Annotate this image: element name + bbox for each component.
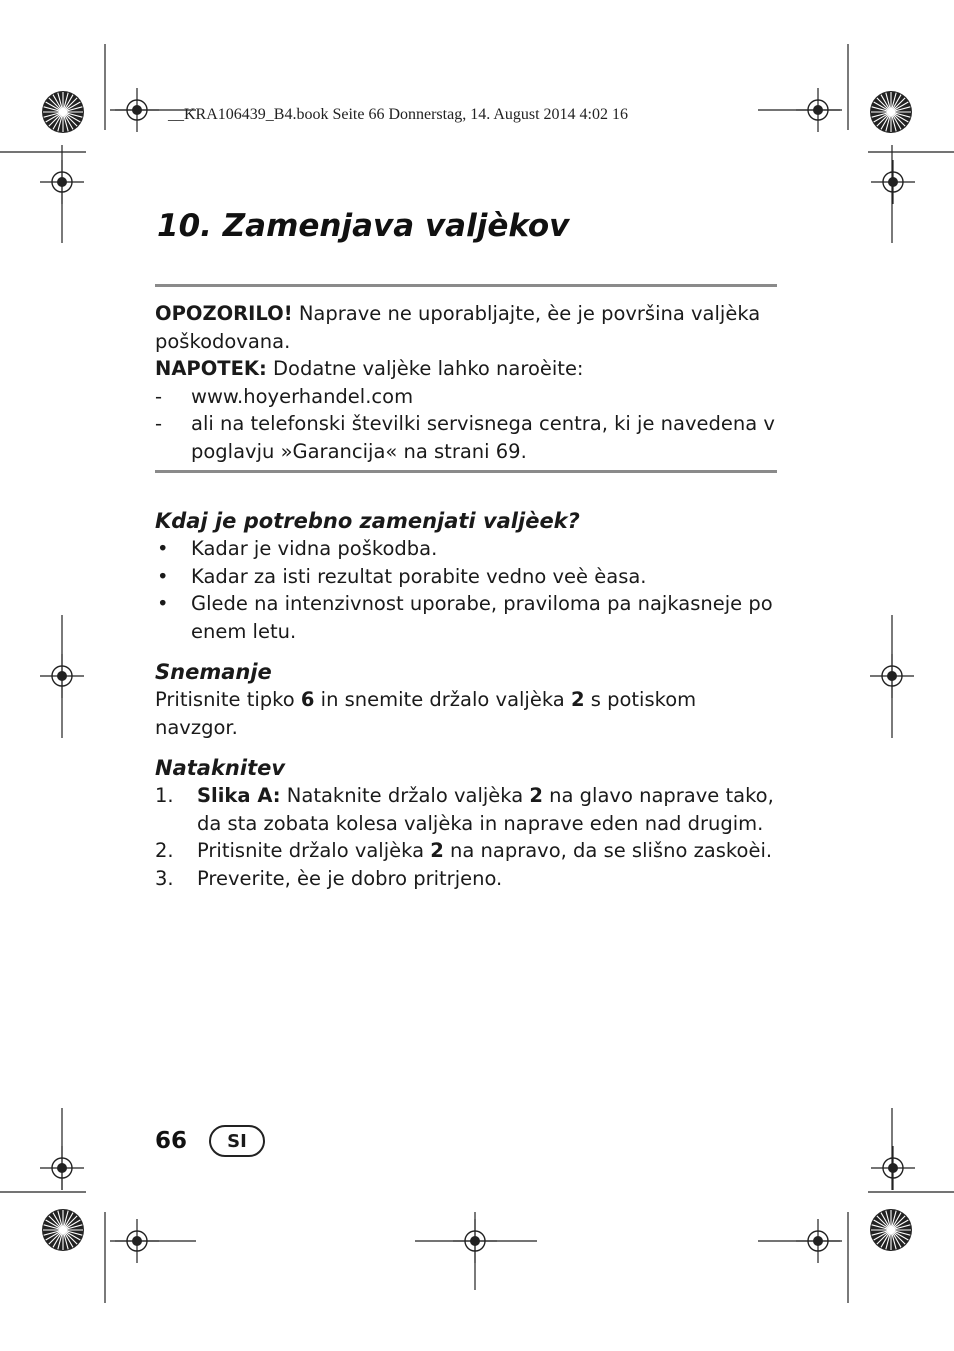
main-content: [155, 507, 780, 892]
when-heading: Kdaj je potrebno zamenjati valjèek?: [155, 509, 580, 533]
step-item: [155, 865, 780, 893]
language-badge: SI: [209, 1125, 265, 1157]
print-header-line: __KRA106439_B4.book Seite 66 Donnerstag, 14. August 2014 4:02 16: [168, 106, 628, 123]
step-number: 3.: [155, 866, 174, 890]
list-item-text: www.hoyerhandel.com: [191, 384, 414, 408]
removal-text-3: s potiskom navzgor.: [155, 688, 697, 739]
list-item: [155, 535, 780, 563]
note-paragraph: [155, 355, 777, 383]
page-footer: [155, 1125, 265, 1157]
order-options-list: [155, 383, 777, 466]
holder-number: 2: [430, 839, 444, 862]
registration-dot: [888, 177, 898, 187]
note-text: Dodatne valjèke lahko naroèite:: [266, 357, 584, 380]
warning-text: Naprave ne uporabljajte, èe je površina valjèka poškodovana.: [155, 302, 761, 353]
step-text: na glavo naprave tako, da sta zobata kolesa valjèka in naprave eden nad drugim.: [197, 784, 774, 835]
step-number: 1.: [155, 784, 174, 807]
step-text: Pritisnite držalo valjèka: [197, 839, 431, 862]
step-text: na napravo, da se slišno zaskoèi.: [443, 839, 773, 862]
list-item: [155, 383, 777, 411]
bullet-marker: •: [157, 564, 169, 588]
page-title: 10. Zamenjava valjèkov: [157, 208, 570, 244]
bullet-marker: •: [157, 592, 169, 615]
removal-heading: Snemanje: [155, 660, 272, 684]
list-item-text: Kadar za isti rezultat porabite vedno veè èasa.: [191, 564, 647, 588]
list-item-text: Glede na intenzivnost uporabe, praviloma pa najkasneje po enem letu.: [191, 592, 773, 643]
removal-text-1: Pritisnite tipko: [155, 688, 301, 711]
registration-dot: [888, 1163, 898, 1173]
attach-steps: [155, 782, 780, 892]
step-number: 2.: [155, 839, 174, 862]
when-list: [155, 535, 780, 645]
list-item-text: Kadar je vidna poškodba.: [191, 537, 438, 560]
removal-paragraph: [155, 686, 780, 741]
page-number: 66: [155, 1128, 188, 1154]
list-item: [155, 563, 780, 591]
starburst-center: [889, 1228, 893, 1232]
figure-label: Slika A:: [197, 784, 281, 807]
holder-number: 2: [529, 784, 543, 807]
list-item: [155, 590, 780, 645]
warning-label: OPOZORILO!: [155, 302, 293, 325]
bottom-rule: [155, 470, 777, 473]
button-number: 6: [300, 688, 315, 711]
step-item: [155, 782, 780, 837]
note-label: NAPOTEK:: [155, 357, 267, 380]
step-text: Nataknite držalo valjèka: [280, 784, 530, 807]
attach-heading: Nataknitev: [155, 756, 286, 780]
list-item: [155, 410, 777, 465]
dash-marker: -: [155, 384, 163, 408]
warning-paragraph: [155, 300, 777, 355]
holder-number: 2: [570, 688, 585, 711]
starburst-center: [61, 1228, 65, 1232]
removal-text-2: in snemite držalo valjèka: [314, 688, 571, 711]
list-item-text: ali na telefonski številki servisnega centra, ki je navedena v poglavju »Garancija« na strani 69.: [191, 412, 775, 463]
dash-marker: -: [155, 412, 163, 435]
step-text: Preverite, èe je dobro pritrjeno.: [197, 866, 503, 890]
top-rule: [155, 284, 777, 287]
starburst-center: [61, 110, 65, 114]
notice-box: [155, 300, 777, 465]
starburst-center: [889, 110, 893, 114]
bullet-marker: •: [157, 537, 169, 560]
step-item: [155, 837, 780, 865]
